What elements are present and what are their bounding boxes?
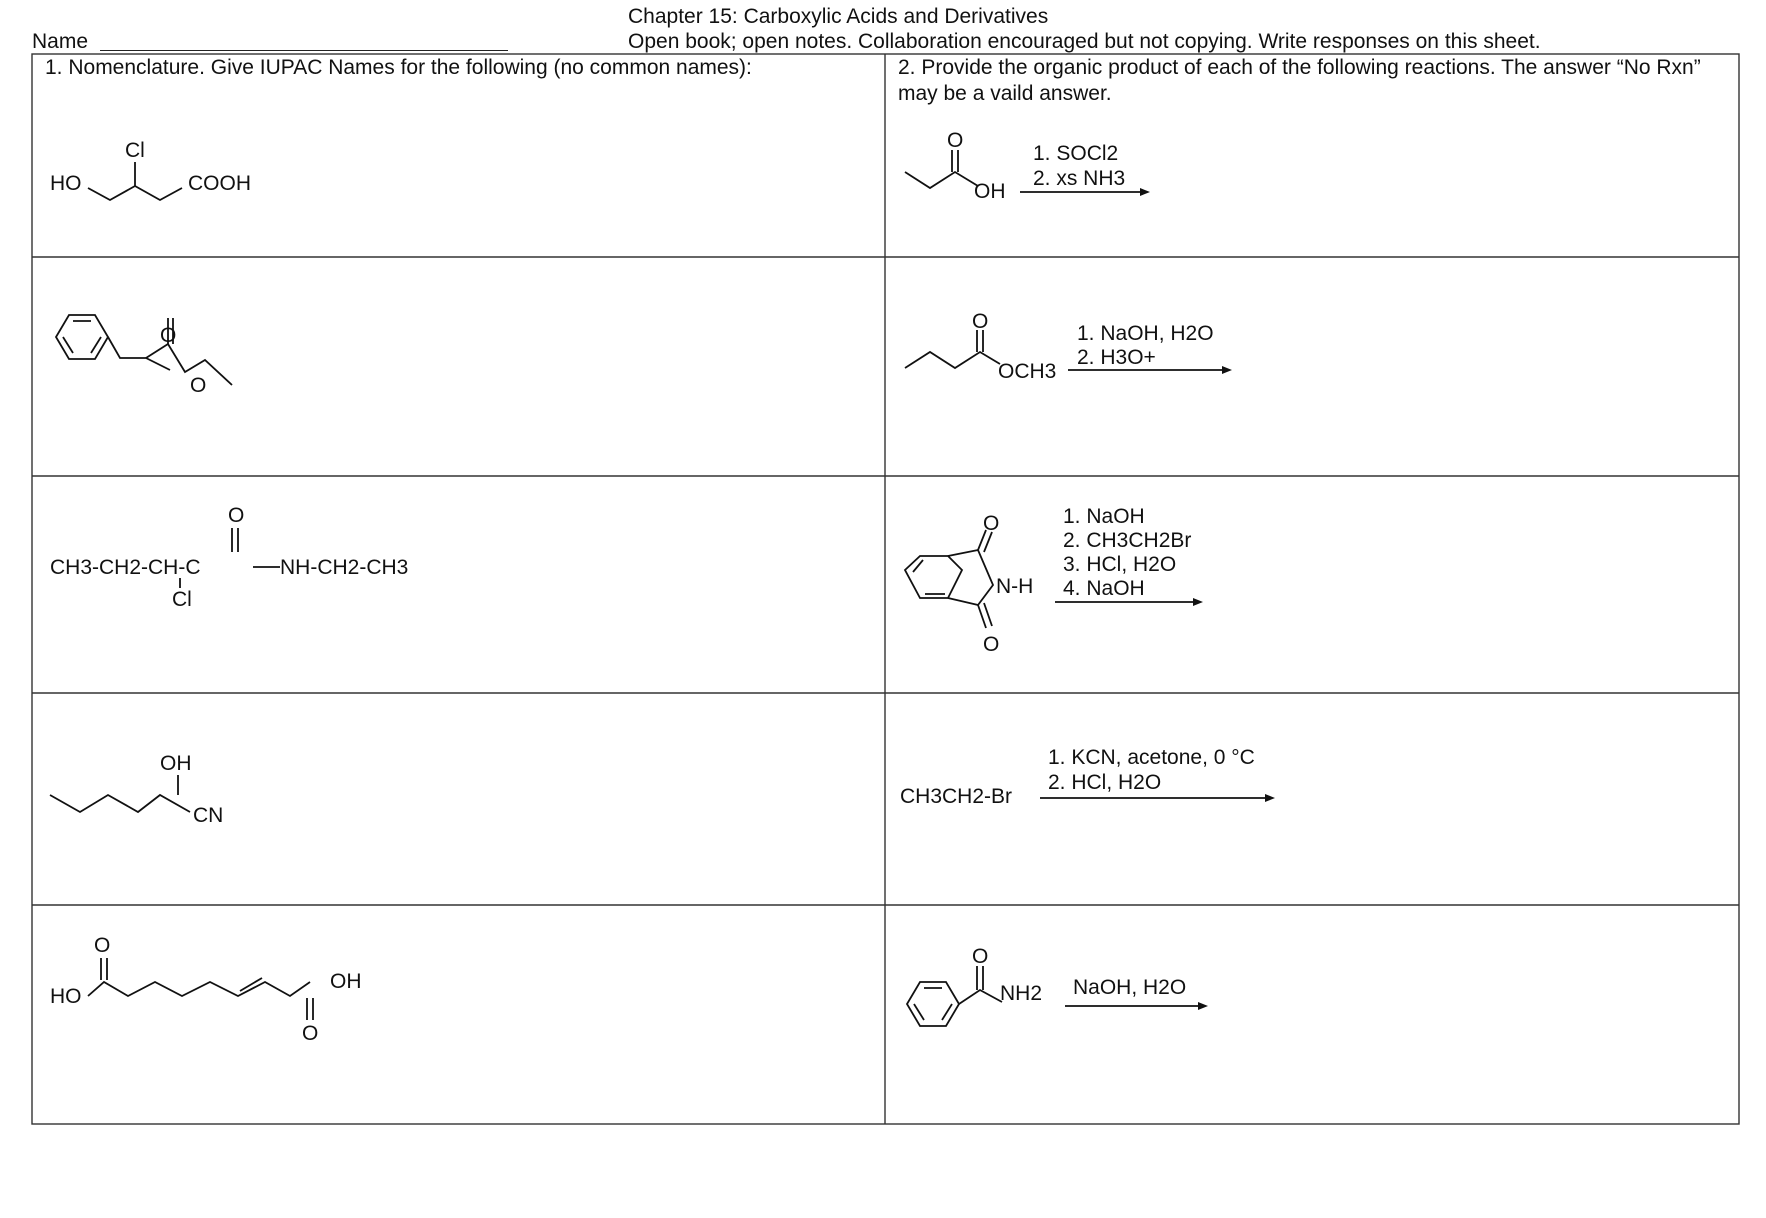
- reaction-2a: [905, 129, 1150, 203]
- label-cl: Cl: [172, 588, 192, 611]
- arrow-head: [1140, 188, 1150, 196]
- label-o: O: [228, 504, 245, 527]
- label-top-o: O: [94, 934, 111, 957]
- label-ho: HO: [50, 985, 82, 1008]
- condition-1: 1. NaOH, H2O: [1077, 322, 1214, 345]
- label-nh2: NH2: [1000, 982, 1043, 1005]
- answer-grid: [32, 54, 1739, 1124]
- instructions: Open book; open notes. Collaboration encouraged but not copying. Write responses on this sheet.: [628, 30, 1541, 53]
- structure-1e: [50, 934, 362, 1045]
- arrow-head: [1198, 1002, 1208, 1010]
- condition-4: 4. NaOH: [1063, 577, 1145, 600]
- label-oh: OH: [160, 752, 192, 775]
- reaction-2e: [907, 945, 1208, 1026]
- label-carbonyl-o: O: [160, 324, 177, 347]
- label-o: O: [972, 310, 989, 333]
- condition-1: 1. KCN, acetone, 0 °C: [1048, 746, 1255, 769]
- condition-3: 3. HCl, H2O: [1063, 553, 1177, 576]
- reaction-2c: [905, 505, 1203, 656]
- section1-heading: 1. Nomenclature. Give IUPAC Names for the following (no common names):: [45, 56, 752, 79]
- label-ester-o: O: [190, 374, 207, 397]
- structure-1d: [50, 752, 223, 827]
- label-cl: Cl: [125, 139, 145, 162]
- label-cn: CN: [193, 804, 224, 827]
- reaction-2d: [900, 746, 1275, 808]
- label-o: O: [947, 129, 964, 152]
- condition-2: 2. xs NH3: [1033, 167, 1126, 190]
- arrow-head: [1265, 794, 1275, 802]
- section2-heading-line1: 2. Provide the organic product of each of the following reactions. The answer “No Rxn”: [898, 56, 1701, 79]
- chapter-title: Chapter 15: Carboxylic Acids and Derivatives: [628, 5, 1049, 28]
- structure-1c: [50, 504, 408, 611]
- name-label: Name: [32, 30, 89, 53]
- condition-2: 2. HCl, H2O: [1048, 771, 1162, 794]
- label-bottom-o: O: [983, 633, 1000, 656]
- label-ho: HO: [50, 172, 82, 195]
- label-cooh: COOH: [188, 172, 251, 195]
- label-o: O: [972, 945, 989, 968]
- section2-heading-line2: may be a vaild answer.: [898, 82, 1112, 105]
- label-ethyl-bromide: CH3CH2-Br: [900, 785, 1013, 808]
- condition-1: 1. NaOH: [1063, 505, 1145, 528]
- structure-1b: [56, 315, 232, 397]
- label-bottom-o: O: [302, 1022, 319, 1045]
- label-nh: N-H: [996, 575, 1034, 598]
- label-och3: OCH3: [998, 360, 1057, 383]
- condition-1: NaOH, H2O: [1073, 976, 1187, 999]
- condition-2: 2. CH3CH2Br: [1063, 529, 1192, 552]
- label-chain-left: CH3-CH2-CH-C: [50, 556, 201, 579]
- arrow-head: [1222, 366, 1232, 374]
- label-chain-right: NH-CH2-CH3: [280, 556, 409, 579]
- condition-2: 2. H3O+: [1077, 346, 1156, 369]
- structure-1a: [50, 139, 251, 200]
- reaction-2b: [905, 310, 1232, 383]
- label-top-o: O: [983, 512, 1000, 535]
- label-oh: OH: [330, 970, 362, 993]
- arrow-head: [1193, 598, 1203, 606]
- condition-1: 1. SOCl2: [1033, 142, 1119, 165]
- label-oh: OH: [974, 180, 1006, 203]
